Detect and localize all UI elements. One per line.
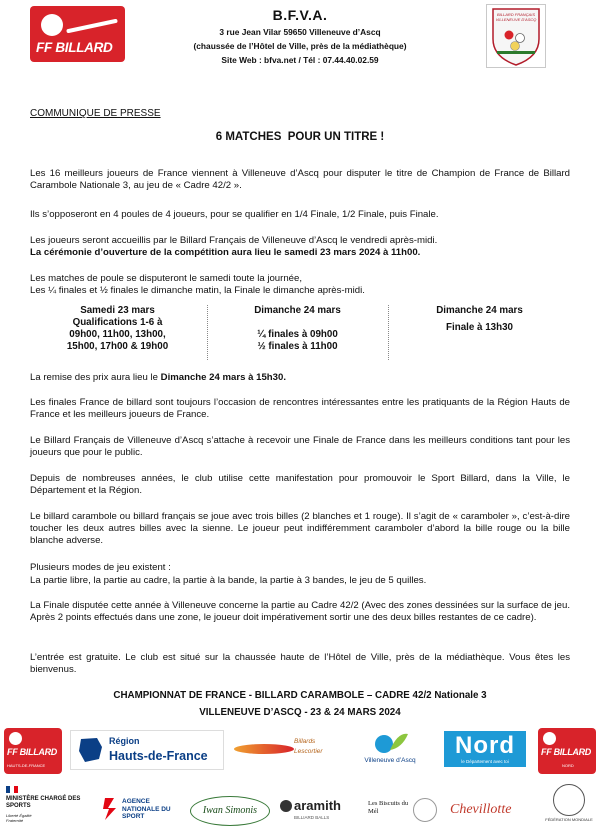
nord-sub: le Département avec toi [461,759,509,764]
biscuits-mel-logo [368,798,438,824]
schedule-day: Samedi 23 mars [80,305,155,316]
billiard-ball-icon [9,732,22,745]
paragraph-10b: La partie libre, la partie au cadre, la partie à la bande, la partie à 3 bandes, le jeu de 5 quilles. [30,575,427,586]
federation-logo [544,784,594,834]
ff-billard-nord-text: FF BILLARD [541,747,591,757]
aramith-sub: BILLIARD BALLS [294,815,330,820]
chevillotte-logo [450,798,532,824]
schedule-line [210,317,385,329]
schedule-line: Qualifications 1-6 à [72,317,163,328]
nord-logo [444,731,526,767]
schedule-line: 15h00, 17h00 & 19h00 [66,341,169,352]
biscuits-emblem-icon [413,798,437,822]
region-label-top: Région [109,736,140,746]
aramith-label: aramith [294,798,341,813]
press-title: 6 MATCHES POUR UN TITRE ! [215,131,385,143]
footer-title-2: VILLENEUVE D’ASCQ - 23 & 24 MARS 2024 [199,707,401,718]
paragraph-4b: Les ¼ finales et ½ finales le dimanche matin, la Finale le dimanche après-midi. [30,285,365,296]
paragraph-12: L’entrée est gratuite. Le club est situé sur la chaussée haute de l’Hôtel de Ville, près de la médiathèque. Vous êtes les bienvenus. [30,652,570,676]
paragraph-2: Ils s’opposeront en 4 poules de 4 joueurs, pour se qualifier en 1/4 Finale, 1/2 Finale, puis Finale. [30,209,439,220]
ministere-label: MINISTÈRE CHARGÉ DES SPORTS [6,796,81,809]
paragraph-11: La Finale disputée cette année à Villeneuve concerne la partie au Cadre 42/2 (Avec des zones dessinées sur la surface de jeu. Après 2 points effectués dans une zone, le joueur doit impérativement sortir une des deux billes restantes de ce cadre). [30,600,570,624]
schedule-line: ¼ finales à 09h00 [257,329,338,340]
paragraph-4a: Les matches de poule se disputeront le samedi toute la journée, [30,273,302,284]
paragraph-6: Les finales France de billard sont toujours l’occasion de rencontres intéressantes entre les pratiquants de la Région Hauts de France et les meilleurs joueurs de France. [30,397,570,421]
header-org: B.F.V.A. [272,7,328,23]
marianne-flag-icon [6,786,18,793]
paragraph-5 [30,372,570,384]
header-address: 3 rue Jean Vilar 59650 Villeneuve d’Ascq [219,27,381,37]
ministere-sub: Liberté Égalité Fraternité [6,813,32,823]
biscuits-label: Les Biscuits du Mél [368,800,409,815]
ff-billard-hdf-logo [4,728,62,774]
ans-label: AGENCE NATIONALE DU SPORT [122,798,171,820]
region-map-icon [75,735,105,765]
paragraph-8: Depuis de nombreuses années, le club utilise cette manifestation pour promouvoir le Sport Billard, dans la Ville, le Département et la Région. [30,473,570,497]
ff-billard-nord-logo [538,728,596,774]
iwan-simonis-logo [190,796,270,826]
ministere-sports-logo [6,786,86,832]
footer-title-1: CHAMPIONNAT DE FRANCE - BILLARD CARAMBOLE – CADRE 42/2 Nationale 3 [113,690,487,701]
region-hdf-logo [70,730,224,770]
schedule-divider [207,305,208,360]
schedule-col-2 [210,305,385,353]
schedule-line: 09h00, 11h00, 13h00, [69,329,166,340]
header-address-2: (chaussée de l’Hôtel de Ville, près de la médiathèque) [193,41,407,51]
schedule-day: Dimanche 24 mars [436,305,523,316]
ff-billard-logo [30,6,125,62]
ans-logo [102,796,178,826]
villeneuve-leaf-icon [370,730,410,756]
paragraph-9: Le billard carambole ou billard français se joue avec trois billes (2 blanches et 1 rouge). Il s’agit de « caramboler », c’est-à-dire toucher les deux autres billes avec la sienne. Le joueur peut indifféremment caramboler d’abord la bille rouge ou la bille blanche adverse. [30,511,570,547]
prize-text: La remise des prix aura lieu le [30,372,161,383]
swoosh-icon [234,744,294,754]
ans-mark-icon [102,796,120,822]
prize-date: Dimanche 24 mars à 15h30. [160,372,286,383]
billards-label: Billards [294,738,316,745]
ff-billard-hdf-sub: HAUTS-DE-FRANCE [7,763,46,768]
paragraph-3b: La cérémonie d’ouverture de la compétition aura lieu le samedi 23 mars 2024 à 11h00. [30,247,421,258]
header-contact: Site Web : bfva.net / Tél : 07.44.40.02.59 [221,55,379,65]
schedule-line: ½ finales à 11h00 [257,341,338,352]
ff-billard-nord-sub: NORD [562,763,574,768]
nord-label: Nord [455,732,515,759]
ff-billard-hdf-text: FF BILLARD [7,747,57,757]
paragraph-1: Les 16 meilleurs joueurs de France viennent à Villeneuve d’Ascq pour disputer le titre de Champion de France de Billard Carambole Nationale 3, au jeu de « Cadre 42/2 ». [30,168,570,192]
schedule-col-3 [392,305,567,334]
paragraph-10a: Plusieurs modes de jeu existent : [30,562,171,573]
villeneuve-ascq-logo [350,730,430,770]
billards-label-2: Lescortier [294,748,323,755]
billiard-ball-icon [41,14,63,36]
schedule-table [30,305,570,360]
federation-emblem-icon [553,784,585,816]
schedule-day: Dimanche 24 mars [254,305,341,316]
billiard-ball-icon [543,732,556,745]
villeneuve-label: Villeneuve d’Ascq [364,757,416,764]
simonis-label: Iwan Simonis [202,805,258,816]
aramith-ball-icon [280,800,292,812]
paragraph-3a: Les joueurs seront accueillis par le Billard Français de Villeneuve d’Ascq le vendredi après-midi. [30,235,438,246]
schedule-col-1 [30,305,205,353]
billards-lescortier-logo [232,734,342,764]
paragraph-7: Le Billard Français de Villeneuve d’Ascq s’attache à recevoir une Finale de France dans les meilleurs conditions tant pour les joueurs que pour le public. [30,435,570,459]
schedule-divider [388,305,389,360]
schedule-line: Finale à 13h30 [446,322,513,333]
region-label-bottom: Hauts-de-France [109,749,208,763]
federation-label: FÉDÉRATION MONDIALE [545,817,593,822]
press-release-label: COMMUNIQUE DE PRESSE [30,108,161,119]
chevillotte-label: Chevillotte [450,802,512,817]
club-crest-text: BILLARD FRANÇAIS VILLENEUVE D'ASCQ [495,12,537,22]
aramith-logo [280,798,355,824]
ff-billard-logo-text: FF BILLARD [36,40,113,55]
club-crest-logo [486,4,546,68]
cue-icon [66,19,118,34]
